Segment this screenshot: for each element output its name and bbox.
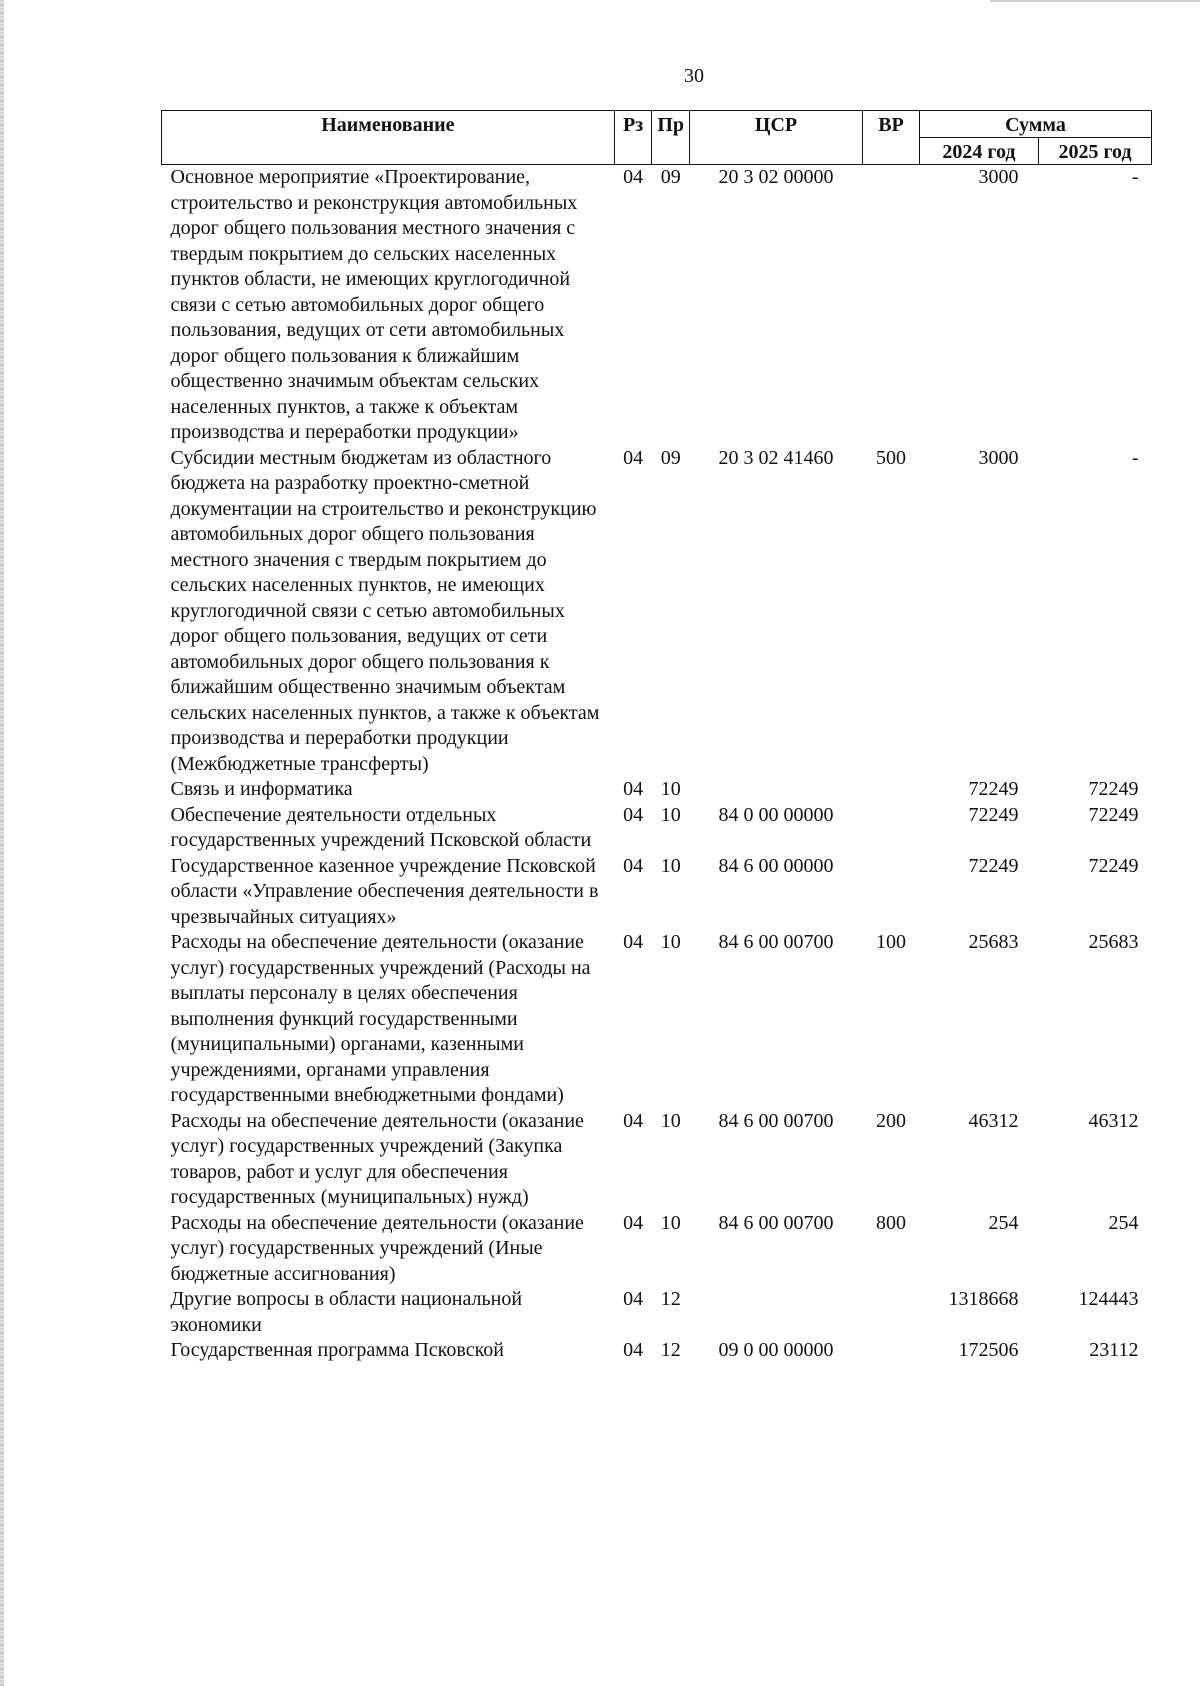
row-sum-2024: 254 xyxy=(988,1211,1019,1234)
row-csr: 20 3 02 41460 xyxy=(718,446,834,469)
row-pr: 12 xyxy=(660,1288,681,1310)
row-sum-2025: 124443 xyxy=(1078,1288,1139,1310)
row-sum-2024: 172506 xyxy=(958,1339,1019,1361)
table-row xyxy=(162,1211,1152,1288)
row-pr: 10 xyxy=(660,931,681,953)
row-sum-2025: 72249 xyxy=(1088,778,1139,800)
table-row xyxy=(162,165,1152,446)
header-csr: ЦСР xyxy=(690,111,863,165)
table-header xyxy=(162,111,1152,165)
row-rz: 04 xyxy=(623,931,644,953)
row-rz: 04 xyxy=(623,1109,644,1132)
row-pr: 10 xyxy=(660,803,681,826)
row-sum-2024: 1318668 xyxy=(948,1288,1019,1310)
table-row xyxy=(162,1109,1152,1211)
table-row xyxy=(162,446,1152,778)
page-number: 30 xyxy=(684,65,704,87)
row-vr: 500 xyxy=(875,446,906,469)
row-pr: 09 xyxy=(660,446,681,469)
row-rz: 04 xyxy=(623,854,644,877)
row-csr: 09 0 00 00000 xyxy=(718,1339,834,1361)
row-sum-2025: - xyxy=(1131,166,1139,188)
row-vr xyxy=(863,777,920,803)
row-sum-2025: 72249 xyxy=(1088,854,1139,877)
row-csr xyxy=(690,1287,863,1338)
row-pr: 10 xyxy=(660,778,681,800)
row-pr: 10 xyxy=(660,1109,681,1132)
row-sum-2024: 46312 xyxy=(968,1109,1019,1132)
table-row xyxy=(162,1287,1152,1338)
row-pr: 10 xyxy=(660,1211,681,1234)
row-pr: 09 xyxy=(660,166,681,188)
row-vr xyxy=(863,1338,920,1364)
table-row xyxy=(162,803,1152,854)
row-name: Государственная программа Псковской xyxy=(170,1339,504,1361)
row-vr xyxy=(863,1287,920,1338)
row-sum-2025: 25683 xyxy=(1088,931,1139,953)
row-name: Расходы на обеспечение деятельности (оказание услуг) государственных учреждений (Расходы на выплаты персоналу в целях обеспечения выполнения функций государственными (муниципальными) органами, казенными учреждениями, органами управления государственными внебюджетными фондами) xyxy=(170,931,591,1106)
row-rz: 04 xyxy=(623,1339,644,1361)
row-vr xyxy=(863,803,920,854)
scan-edge-top xyxy=(990,0,1200,2)
table-body xyxy=(162,165,1152,1364)
row-sum-2025: 46312 xyxy=(1088,1109,1139,1132)
row-rz: 04 xyxy=(623,446,644,469)
row-csr: 84 6 00 00700 xyxy=(718,1211,834,1234)
row-rz: 04 xyxy=(623,803,644,826)
row-vr xyxy=(863,165,920,446)
row-name: Связь и информатика xyxy=(170,778,353,800)
row-sum-2024: 72249 xyxy=(968,854,1019,877)
row-name: Государственное казенное учреждение Псковской области «Управление обеспечения деятельности в чрезвычайных ситуациях» xyxy=(170,854,599,928)
row-csr: 84 0 00 00000 xyxy=(718,803,834,826)
row-sum-2025: 72249 xyxy=(1088,803,1139,826)
row-name: Расходы на обеспечение деятельности (оказание услуг) государственных учреждений (Иные бюджетные ассигнования) xyxy=(170,1211,584,1285)
table-row xyxy=(162,777,1152,803)
row-sum-2025: 254 xyxy=(1108,1211,1139,1234)
row-csr xyxy=(690,777,863,803)
row-rz: 04 xyxy=(623,1288,644,1310)
row-name: Расходы на обеспечение деятельности (оказание услуг) государственных учреждений (Закупка товаров, работ и услуг для обеспечения государственных (муниципальных) нужд) xyxy=(170,1109,584,1208)
row-sum-2024: 72249 xyxy=(968,778,1019,800)
row-name: Другие вопросы в области национальной экономики xyxy=(170,1288,523,1336)
scan-edge-left xyxy=(0,0,4,1686)
header-pr: Пр xyxy=(652,111,690,165)
header-year-2024: 2024 год xyxy=(919,138,1038,165)
row-pr: 10 xyxy=(660,854,681,877)
row-csr: 84 6 00 00700 xyxy=(718,931,834,953)
header-sum: Сумма xyxy=(919,111,1151,138)
row-sum-2025: 23112 xyxy=(1089,1339,1139,1361)
row-name: Основное мероприятие «Проектирование, строительство и реконструкция автомобильных дорог общего пользования местного значения с твердым покрытием до сельских населенных пунктов области, не имеющих круглогодичной связи с сетью автомобильных дорог общего пользования, ведущих от сети автомобильных дорог общего пользования к ближайшим общественно значимым объектам сельских населенных пунктов, а также к объектам производства и переработки продукции» xyxy=(170,166,578,443)
row-vr: 200 xyxy=(875,1109,906,1132)
row-sum-2024: 25683 xyxy=(968,931,1019,953)
row-sum-2024: 3000 xyxy=(978,446,1019,469)
table-row xyxy=(162,1338,1152,1364)
row-csr: 20 3 02 00000 xyxy=(718,166,834,188)
row-csr: 84 6 00 00700 xyxy=(718,1109,834,1132)
header-year-2025: 2025 год xyxy=(1039,138,1152,165)
row-pr: 12 xyxy=(660,1339,681,1361)
row-rz: 04 xyxy=(623,166,644,188)
row-vr: 800 xyxy=(875,1211,906,1234)
table-row xyxy=(162,854,1152,931)
row-sum-2025: - xyxy=(1131,446,1139,469)
row-vr xyxy=(863,854,920,931)
header-name: Наименование xyxy=(162,111,615,165)
table-row xyxy=(162,930,1152,1109)
row-name: Обеспечение деятельности отдельных государственных учреждений Псковской области xyxy=(170,803,592,851)
header-rz: Рз xyxy=(614,111,652,165)
row-name: Субсидии местным бюджетам из областного бюджета на разработку проектно-сметной документации на строительство и реконструкцию автомобильных дорог общего пользования местного значения с твердым покрытием до сельских населенных пунктов, не имеющих круглогодичной связи с сетью автомобильных дорог общего пользования, ведущих от сети автомобильных дорог общего пользования к ближайшим общественно значимым объектам сельских населенных пунктов, а также к объектам производства и переработки продукции (Межбюджетные трансферты) xyxy=(170,446,600,775)
row-csr: 84 6 00 00000 xyxy=(718,854,834,877)
row-rz: 04 xyxy=(623,1211,644,1234)
row-vr: 100 xyxy=(875,931,906,953)
row-sum-2024: 72249 xyxy=(968,803,1019,826)
budget-table xyxy=(161,110,1152,1364)
header-vr: ВР xyxy=(863,111,920,165)
row-rz: 04 xyxy=(623,778,644,800)
row-sum-2024: 3000 xyxy=(978,166,1019,188)
